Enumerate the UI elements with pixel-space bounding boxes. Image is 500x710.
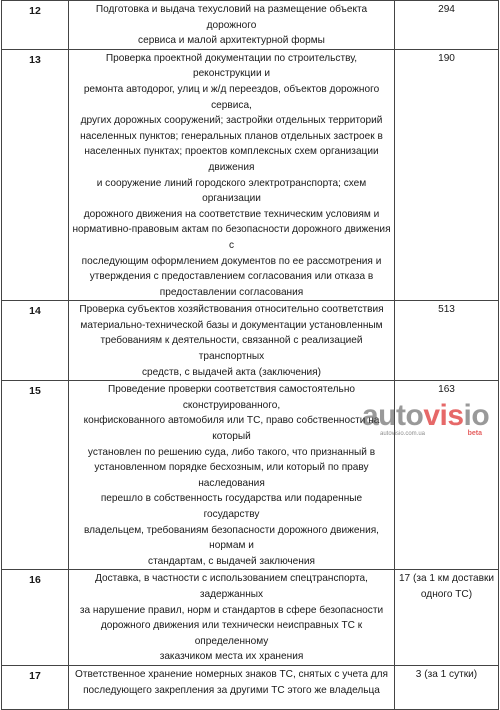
price-line: одного ТС) xyxy=(420,588,473,600)
row-number: 17 xyxy=(2,665,69,709)
service-description xyxy=(69,301,395,381)
price-line: 294 xyxy=(438,4,455,15)
description-line: последующего закрепления за другими ТС этого же владельца xyxy=(83,684,380,696)
description-line: установленном порядке бесхозным, или который по праву наследования xyxy=(94,462,369,489)
description-line: Проведение проверки соответствия самостоятельно сконструированного, xyxy=(107,384,356,411)
row-number: 15 xyxy=(2,381,69,570)
service-description xyxy=(69,381,395,570)
service-price xyxy=(395,570,499,666)
price-line: 3 (за 1 сутки) xyxy=(415,668,478,680)
description-line: заказчиком места их хранения xyxy=(159,651,304,663)
description-line: нормативно-правовым актам по безопасности дорожного движения с xyxy=(72,224,391,251)
description-line: утверждения с предоставлением согласования или отказа в xyxy=(89,271,374,283)
row-number: 12 xyxy=(2,1,69,50)
description-line: установлен по решению суда, либо такого, что признанный в xyxy=(87,446,376,458)
description-line: Ответственное хранение номерных знаков ТС, снятых с учета для xyxy=(75,668,388,680)
service-price xyxy=(395,49,499,301)
service-price xyxy=(395,665,499,709)
row-number: 14 xyxy=(2,301,69,381)
table-row xyxy=(2,570,499,666)
description-line: и сооружение линий городского электротранспорта; схем организации xyxy=(96,177,367,205)
table-row xyxy=(2,1,499,50)
description-line: Доставка, в частности с использованием спецтранспорта, задержанных xyxy=(95,573,368,600)
service-price xyxy=(395,381,499,570)
description-line: других дорожных сооружений; застройки отдельных территорий xyxy=(80,115,383,127)
service-price xyxy=(395,301,499,381)
description-line: Подготовка и выдача техусловий на размещение объекта дорожного xyxy=(95,4,368,31)
description-line: дорожного движения или технически неисправных ТС к определенному xyxy=(100,620,363,647)
description-line: последующим оформлением документов по ее рассмотрения и xyxy=(81,255,382,267)
description-line: владельцем, требованиям безопасности дорожного движения, нормам и xyxy=(84,524,379,552)
description-line: требованиям к деятельности, связанной с реализацией транспортных xyxy=(100,335,363,363)
service-price xyxy=(395,1,499,50)
price-line: 190 xyxy=(438,52,455,64)
description-line: перешло в собственность государства или подаренные государству xyxy=(100,493,363,520)
service-description xyxy=(69,665,395,709)
description-line: дорожного движения на соответствие техническим условиям и xyxy=(83,208,380,220)
description-line: Проверка субъектов хозяйствования относительно соответствия xyxy=(79,304,384,316)
watermark-logo: autovisio xyxy=(362,399,490,432)
description-line: предоставлении согласования xyxy=(159,286,304,298)
table-row xyxy=(2,301,499,381)
service-description xyxy=(69,1,395,50)
service-description xyxy=(69,570,395,666)
description-line: населенных пунктах; проектов комплексных схем организации движения xyxy=(84,146,379,173)
description-line: конфискованного автомобиля или ТС, право собственности на который xyxy=(83,415,380,443)
description-line: стандартам, с выдачей заключения xyxy=(148,555,315,567)
fee-table xyxy=(1,0,499,710)
price-line: 513 xyxy=(438,304,455,316)
row-number: 16 xyxy=(2,570,69,666)
row-number: 13 xyxy=(2,49,69,301)
description-line: средств, с выдачей акта (заключения) xyxy=(141,366,321,378)
description-line: за нарушение правил, норм и стандартов в сфере безопасности xyxy=(79,604,384,616)
watermark-url: autovisio.com.ua xyxy=(380,431,426,437)
table-row xyxy=(2,381,499,570)
description-line: Проверка проектной документации по строительству, реконструкции и xyxy=(105,52,358,80)
table-row xyxy=(2,49,499,301)
price-line: 17 (за 1 км доставки xyxy=(398,573,495,585)
watermark-beta: beta xyxy=(467,430,482,437)
price-line: 163 xyxy=(438,384,455,396)
description-line: сервиса и малой архитектурной формы xyxy=(138,35,325,47)
description-line: населенных пунктов; генеральных планов отдельных застроек в xyxy=(80,130,383,142)
description-line: ремонта автодорог, улиц и ж/д переездов, объектов дорожного сервиса, xyxy=(83,83,380,111)
table-row xyxy=(2,665,499,709)
description-line: материально-технической базы и документации установленным xyxy=(80,319,383,331)
service-description xyxy=(69,49,395,301)
